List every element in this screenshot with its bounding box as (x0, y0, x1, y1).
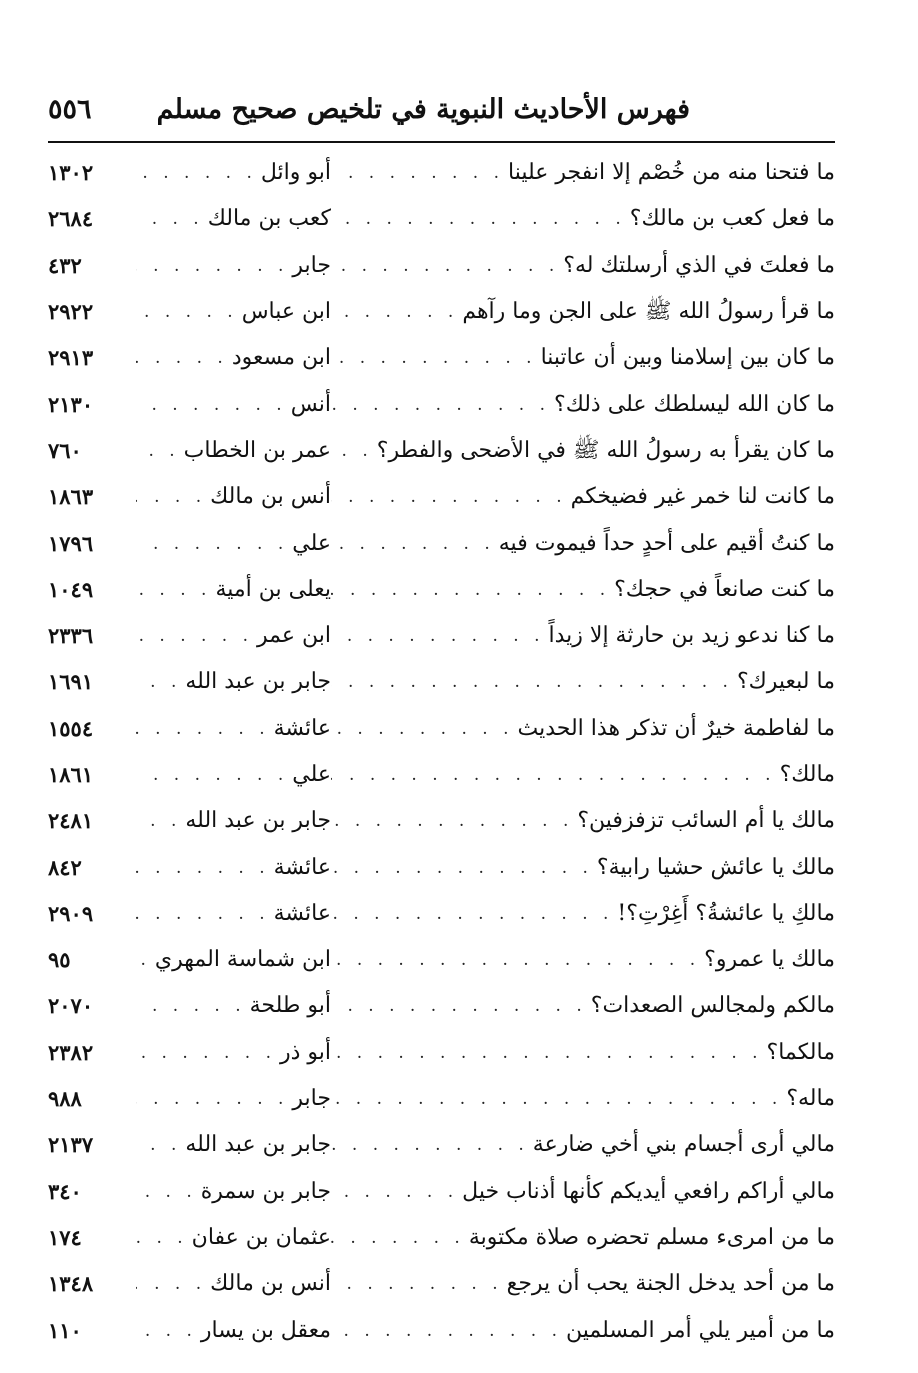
narrator-cell (136, 706, 331, 752)
hadith-text: مالك؟ (779, 762, 835, 787)
hadith-number: ٣٤٠ (48, 1178, 82, 1204)
dot-leader (331, 1076, 786, 1122)
narrator-name: علي (292, 530, 331, 556)
dot-leader (136, 845, 274, 891)
narrator-name: علي (292, 762, 331, 787)
narrator-name: أنس (290, 391, 331, 417)
narrator-name: جابر (292, 1086, 331, 1112)
hadith-number: ٤٣٢ (48, 252, 82, 278)
hadith-text: ما فتحنا منه من خُصْم إلا انفجر علينا (508, 160, 835, 186)
narrator-cell (136, 567, 331, 613)
index-entry (48, 1030, 835, 1076)
narrator-name: ابن عمر (257, 623, 331, 649)
narrator-name: أنس بن مالك (210, 484, 331, 510)
hadith-number: ٢٩٠٩ (48, 900, 94, 926)
dot-leader (331, 1122, 533, 1168)
index-entry (48, 289, 835, 335)
narrator-name: ابن شماسة المهري (154, 947, 331, 973)
dot-leader (136, 1169, 201, 1215)
index-entry (48, 335, 835, 381)
narrator-name: عمر بن الخطاب (183, 437, 331, 463)
dot-leader (331, 1308, 566, 1354)
index-entry (48, 474, 835, 520)
index-entry (48, 937, 835, 983)
index-entry (48, 196, 835, 242)
dot-leader (331, 937, 704, 983)
dot-leader (331, 567, 614, 613)
dot-leader (136, 474, 210, 520)
dot-leader (136, 243, 292, 289)
hadith-text: مالكِ يا عائشةُ؟ أَغِرْتِ؟! (617, 900, 835, 926)
hadith-text: ما كنت صانعاً في حجك؟ (614, 576, 835, 602)
index-entry (48, 844, 835, 890)
hadith-number: ٢١٣٧ (48, 1132, 94, 1158)
hadith-number: ١٧٤ (48, 1224, 82, 1250)
narrator-name: معقل بن يسار (200, 1317, 331, 1343)
hadith-text: ما كنتُ أقيم على أحدٍ حداً فيموت فيه (498, 530, 835, 556)
narrator-name: عائشة (273, 854, 331, 880)
narrator-name: جابر بن سمرة (200, 1178, 331, 1204)
hadith-text: ما كان يقرأ به رسولُ الله ﷺ في الأضحى والفطر؟ (376, 437, 835, 463)
index-entry (48, 243, 835, 289)
hadith-text-cell (331, 1307, 835, 1353)
narrator-name: ابن مسعود (231, 345, 331, 371)
narrator-cell (136, 1169, 331, 1215)
index-entry (48, 613, 835, 659)
narrator-cell (136, 613, 331, 659)
index-entry (48, 1215, 835, 1261)
hadith-text-cell (331, 520, 835, 566)
hadith-number: ٢٩٢٢ (48, 299, 94, 325)
narrator-name: جابر بن عبد الله (185, 669, 331, 695)
narrator-name: عائشة (273, 715, 331, 741)
hadith-number: ١٠٤٩ (48, 576, 94, 602)
hadith-text: ما قرأ رسولُ الله ﷺ على الجن وما رآهم (462, 299, 835, 325)
hadith-number: ٨٤٢ (48, 854, 82, 880)
hadith-text-cell (331, 983, 835, 1029)
hadith-number: ٢٣٨٢ (48, 1039, 94, 1065)
hadith-text-cell (331, 937, 835, 983)
hadith-text-cell (331, 1261, 835, 1307)
dot-leader (136, 1261, 210, 1307)
hadith-text: ماله؟ (786, 1086, 835, 1112)
dot-leader (331, 706, 518, 752)
dot-leader (331, 382, 554, 428)
hadith-number: ٢٣٣٦ (48, 623, 94, 649)
dot-leader (136, 613, 257, 659)
hadith-text-cell (331, 243, 835, 289)
hadith-text-cell (331, 428, 835, 474)
hadith-number: ٢٦٨٤ (48, 206, 94, 232)
index-entry (48, 1261, 835, 1307)
dot-leader (331, 474, 571, 520)
narrator-name: عثمان بن عفان (191, 1224, 331, 1250)
dot-leader (331, 1215, 469, 1261)
dot-leader (331, 428, 377, 474)
narrator-cell (136, 1261, 331, 1307)
hadith-text: ما لفاطمة خيرٌ أن تذكر هذا الحديث (517, 715, 835, 741)
narrator-cell (136, 659, 331, 705)
narrator-cell (136, 798, 331, 844)
narrator-cell (136, 243, 331, 289)
hadith-text-cell (331, 474, 835, 520)
header-divider (48, 141, 835, 143)
hadith-number: ١٨٦٣ (48, 484, 94, 510)
index-entry (48, 150, 835, 196)
hadith-index-list (48, 150, 835, 1354)
hadith-text: مالكم ولمجالس الصعدات؟ (590, 993, 835, 1019)
hadith-text: ما كانت لنا خمر غير فضيخكم (570, 484, 835, 510)
narrator-cell (136, 335, 331, 381)
hadith-number: ٩٥ (48, 947, 71, 973)
hadith-text-cell (331, 1030, 835, 1076)
narrator-name: ابن عباس (241, 299, 331, 325)
narrator-cell (136, 844, 331, 890)
dot-leader (136, 983, 250, 1029)
dot-leader (331, 150, 508, 196)
hadith-text: مالي أرى أجسام بني أخي ضارعة (532, 1132, 835, 1158)
dot-leader (136, 196, 208, 242)
dot-leader (331, 613, 549, 659)
hadith-text: ما لبعيرك؟ (736, 669, 835, 695)
hadith-text-cell (331, 567, 835, 613)
hadith-text-cell (331, 844, 835, 890)
narrator-name: جابر بن عبد الله (185, 1132, 331, 1158)
dot-leader (136, 1122, 185, 1168)
index-entry (48, 659, 835, 705)
index-entry (48, 1169, 835, 1215)
hadith-number: ١٧٩٦ (48, 530, 94, 556)
dot-leader (331, 335, 541, 381)
hadith-text: مالك يا عائش حشيا رابية؟ (596, 854, 835, 880)
hadith-text: ما من أحد يدخل الجنة يحب أن يرجع (506, 1271, 835, 1297)
narrator-cell (136, 1215, 331, 1261)
dot-leader (331, 752, 780, 798)
narrator-cell (136, 752, 331, 798)
hadith-text-cell (331, 381, 835, 427)
index-entry (48, 1076, 835, 1122)
narrator-cell (136, 937, 331, 983)
narrator-cell (136, 150, 331, 196)
narrator-cell (136, 1076, 331, 1122)
hadith-text: ما فعلتَ في الذي أرسلتك له؟ (563, 252, 835, 278)
dot-leader (136, 382, 291, 428)
dot-leader (136, 659, 185, 705)
index-entry (48, 520, 835, 566)
narrator-name: أبو ذر (279, 1039, 331, 1065)
narrator-name: أنس بن مالك (210, 1271, 331, 1297)
hadith-text-cell (331, 1169, 835, 1215)
dot-leader (136, 289, 242, 335)
narrator-cell (136, 983, 331, 1029)
hadith-number: ٢٩١٣ (48, 345, 94, 371)
narrator-name: يعلى بن أمية (215, 576, 331, 602)
dot-leader (331, 289, 462, 335)
hadith-text-cell (331, 891, 835, 937)
dot-leader (136, 335, 232, 381)
index-entry (48, 428, 835, 474)
narrator-cell (136, 381, 331, 427)
dot-leader (136, 1076, 292, 1122)
index-page (48, 0, 835, 1373)
dot-leader (331, 891, 617, 937)
dot-leader (136, 752, 292, 798)
dot-leader (136, 521, 292, 567)
narrator-cell (136, 196, 331, 242)
hadith-text: ما كان الله ليسلطك على ذلك؟ (554, 391, 835, 417)
hadith-text-cell (331, 150, 835, 196)
hadith-text-cell (331, 335, 835, 381)
narrator-cell (136, 428, 331, 474)
index-entry (48, 1122, 835, 1168)
hadith-text-cell (331, 613, 835, 659)
dot-leader (331, 798, 577, 844)
running-title: فهرس الأحاديث النبوية في تلخيص صحيح مسلم (156, 94, 690, 125)
dot-leader (136, 1215, 192, 1261)
index-entry (48, 752, 835, 798)
hadith-number: ٩٨٨ (48, 1086, 82, 1112)
index-entry (48, 798, 835, 844)
hadith-text: ما كنا ندعو زيد بن حارثة إلا زيداً (548, 623, 835, 649)
page-header (48, 88, 835, 136)
hadith-text: ما من أمير يلي أمر المسلمين (566, 1317, 835, 1343)
hadith-text: ما من امرىء مسلم تحضره صلاة مكتوبة (468, 1224, 835, 1250)
hadith-number: ٢٤٨١ (48, 808, 94, 834)
dot-leader (331, 1261, 507, 1307)
hadith-number: ١٥٥٤ (48, 715, 94, 741)
dot-leader (136, 150, 261, 196)
dot-leader (331, 1169, 462, 1215)
dot-leader (136, 706, 274, 752)
hadith-number: ٢٠٧٠ (48, 993, 94, 1019)
hadith-text: ما فعل كعب بن مالك؟ (629, 206, 835, 232)
hadith-number: ١٣٤٨ (48, 1271, 94, 1297)
narrator-cell (136, 520, 331, 566)
dot-leader (136, 1030, 280, 1076)
narrator-cell (136, 1307, 331, 1353)
hadith-number: ٧٦٠ (48, 437, 82, 463)
dot-leader (331, 1030, 767, 1076)
dot-leader (136, 937, 155, 983)
hadith-text-cell (331, 706, 835, 752)
narrator-name: كعب بن مالك (207, 206, 331, 232)
hadith-text-cell (331, 659, 835, 705)
hadith-text-cell (331, 752, 835, 798)
hadith-text: مالكما؟ (766, 1039, 835, 1065)
narrator-name: جابر بن عبد الله (185, 808, 331, 834)
narrator-cell (136, 474, 331, 520)
hadith-text-cell (331, 289, 835, 335)
hadith-text-cell (331, 196, 835, 242)
narrator-cell (136, 1030, 331, 1076)
hadith-number: ١٨٦١ (48, 762, 94, 787)
index-entry (48, 706, 835, 752)
index-entry (48, 983, 835, 1029)
hadith-text: ما كان بين إسلامنا وبين أن عاتبنا (540, 345, 835, 371)
dot-leader (331, 521, 499, 567)
dot-leader (136, 891, 274, 937)
index-entry (48, 381, 835, 427)
index-entry (48, 567, 835, 613)
hadith-text-cell (331, 1122, 835, 1168)
narrator-name: أبو طلحة (249, 993, 331, 1019)
hadith-text: مالك يا أم السائب تزفزفين؟ (577, 808, 835, 834)
narrator-name: أبو وائل (260, 160, 331, 186)
narrator-cell (136, 1122, 331, 1168)
narrator-name: عائشة (273, 900, 331, 926)
hadith-number: ١٦٩١ (48, 669, 94, 695)
dot-leader (331, 659, 737, 705)
hadith-number: ٢١٣٠ (48, 391, 94, 417)
narrator-name: جابر (292, 252, 331, 278)
dot-leader (136, 798, 185, 844)
hadith-text-cell (331, 1215, 835, 1261)
dot-leader (136, 567, 215, 613)
dot-leader (331, 845, 597, 891)
hadith-text: مالي أراكم رافعي أيديكم كأنها أذناب خيل (462, 1178, 835, 1204)
dot-leader (331, 196, 630, 242)
page-number: ٥٥٦ (48, 94, 92, 125)
hadith-number: ١١٠ (48, 1317, 82, 1343)
hadith-text: مالك يا عمرو؟ (704, 947, 835, 973)
index-entry (48, 891, 835, 937)
narrator-cell (136, 891, 331, 937)
dot-leader (136, 428, 184, 474)
index-entry (48, 1307, 835, 1353)
hadith-number: ١٣٠٢ (48, 160, 94, 186)
dot-leader (136, 1308, 201, 1354)
hadith-text-cell (331, 798, 835, 844)
dot-leader (331, 243, 563, 289)
hadith-text-cell (331, 1076, 835, 1122)
narrator-cell (136, 289, 331, 335)
dot-leader (331, 983, 591, 1029)
